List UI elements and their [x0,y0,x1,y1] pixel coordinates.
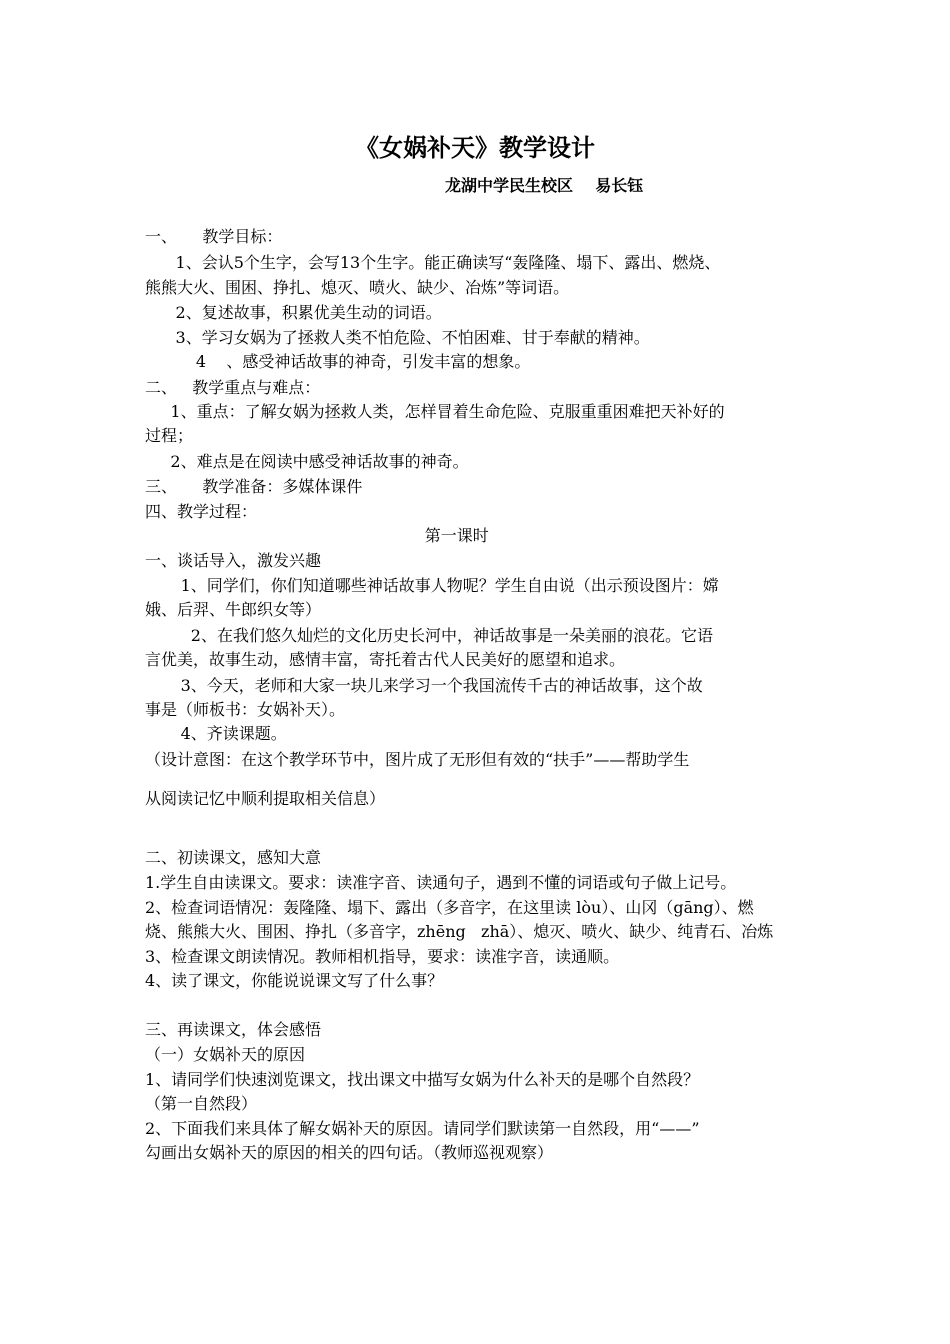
document-title: 《女娲补天》教学设计 [355,133,595,162]
text-line: 第一课时 [145,526,489,545]
text-line: 4 、感受神话故事的神奇，引发丰富的想象。 [145,352,531,371]
text-line: 4、齐读课题。 [145,724,287,743]
text-line: 1、请同学们快速浏览课文，找出课文中描写女娲为什么补天的是哪个自然段？ [145,1070,700,1089]
text-line: （第一自然段） [145,1094,258,1113]
text-line: 一、谈话导入，激发兴趣 [145,551,322,570]
text-line: 1、会认5个生字，会写13个生字。能正确读写“轰隆隆、塌下、露出、燃烧、 [145,253,721,272]
text-line: 二、初读课文，感知大意 [145,848,322,867]
text-line: 4、读了课文，你能说说课文写了什么事？ [145,971,444,990]
text-line: 事是（师板书：女娲补天）。 [145,700,346,719]
text-line: 二、 教学重点与难点： [145,378,321,397]
text-line: 3、检查课文朗读情况。教师相机指导，要求：读准字音，读通顺。 [145,947,620,966]
text-line: 2、下面我们来具体了解女娲补天的原因。请同学们默读第一自然段，用“——” [145,1119,700,1138]
text-line: 1、同学们，你们知道哪些神话故事人物呢？学生自由说（出示预设图片：嫦 [145,576,719,595]
text-line: 1、重点：了解女娲为拯救人类，怎样冒着生命危险、克服重重困难把天补好的 [145,402,725,421]
text-line: 3、学习女娲为了拯救人类不怕危险、不怕困难、甘于奉献的精神。 [145,328,650,347]
text-line: 一、 教学目标： [145,227,283,246]
text-line: 熊熊大火、围困、挣扎、熄灭、喷火、缺少、冶炼”等词语。 [145,278,570,297]
text-line: 1.学生自由读课文。要求：读准字音、读通句子，遇到不懂的词语或句子做上记号。 [145,873,737,892]
text-line: 娥、后羿、牛郎织女等） [145,600,322,619]
text-line: 言优美，故事生动，感情丰富，寄托着古代人民美好的愿望和追求。 [145,650,626,669]
text-line: 三、 教学准备：多媒体课件 [145,477,363,496]
text-line: 2、检查词语情况：轰隆隆、塌下、露出（多音字，在这里读 lòu）、山冈（gāng）、燃 [145,898,754,917]
text-line: 3、今天，老师和大家一块儿来学习一个我国流传千古的神话故事，这个故 [145,676,703,695]
text-line: 三、再读课文，体会感悟 [145,1020,322,1039]
text-line: 从阅读记忆中顺利提取相关信息） [145,789,386,808]
text-line: （设计意图：在这个教学环节中，图片成了无形但有效的“扶手”——帮助学生 [145,750,690,769]
text-line: （一）女娲补天的原因 [145,1045,306,1064]
text-line: 勾画出女娲补天的原因的相关的四句话。（教师巡视观察） [145,1143,554,1162]
author-line: 龙湖中学民生校区 易长钰 [445,176,644,195]
text-line: 四、教学过程： [145,502,258,521]
text-line: 烧、熊熊大火、围困、挣扎（多音字，zhēng zhā）、熄灭、喷火、缺少、纯青石、冶炼 [145,922,774,941]
text-line: 2、难点是在阅读中感受神话故事的神奇。 [145,452,469,471]
text-line: 2、复述故事，积累优美生动的词语。 [145,303,442,322]
text-line: 2、在我们悠久灿烂的文化历史长河中，神话故事是一朵美丽的浪花。它语 [145,626,713,645]
text-line: 过程； [145,426,194,445]
